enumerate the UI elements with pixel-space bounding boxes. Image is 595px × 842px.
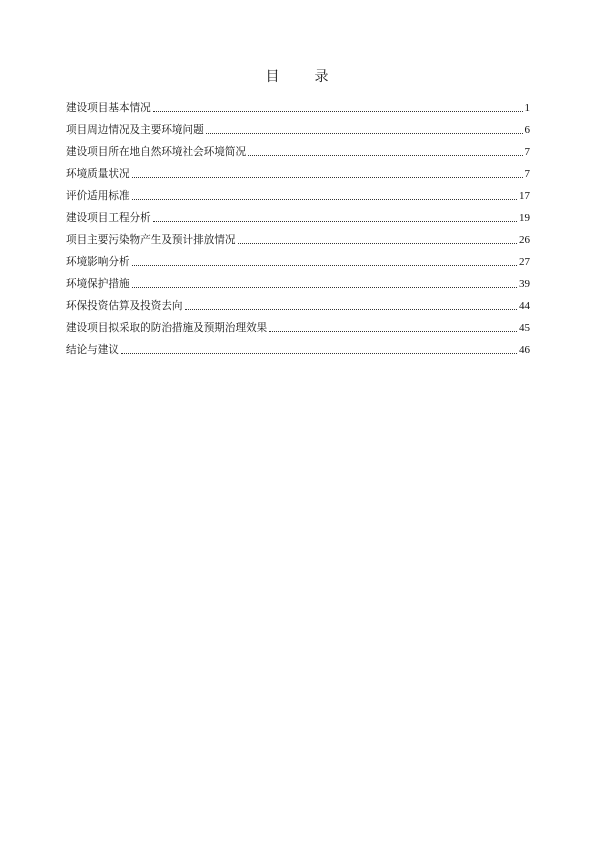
toc-entry[interactable] [66,272,530,291]
toc-title-left: 目 [265,69,281,85]
toc-entry-page: 39 [519,278,530,290]
toc-entry[interactable] [66,162,530,181]
toc-leader-dots [238,243,518,244]
toc-entry-page: 46 [519,344,530,356]
toc-entry-page: 19 [519,212,530,224]
toc-entry-page: 44 [519,300,530,312]
toc-entry[interactable] [66,316,530,335]
toc-entry[interactable] [66,206,530,225]
toc-title [0,66,595,86]
toc-entry[interactable] [66,294,530,313]
toc-leader-dots [121,353,517,354]
toc-entry-page: 27 [519,256,530,268]
toc-leader-dots [248,155,522,156]
toc-entry-label: 环境影响分析 [66,256,130,268]
toc-entry[interactable] [66,96,530,115]
toc-list [66,96,530,360]
toc-entry-label: 评价适用标准 [66,190,130,202]
toc-entry-label: 项目主要污染物产生及预计排放情况 [66,234,236,246]
toc-entry[interactable] [66,250,530,269]
toc-entry[interactable] [66,338,530,357]
toc-entry[interactable] [66,184,530,203]
toc-leader-dots [153,221,517,222]
toc-leader-dots [185,309,517,310]
toc-entry-label: 建设项目基本情况 [66,102,151,114]
toc-entry-page: 17 [519,190,530,202]
toc-leader-dots [132,177,523,178]
toc-leader-dots [269,331,517,332]
toc-entry[interactable] [66,140,530,159]
toc-entry-label: 结论与建议 [66,344,119,356]
toc-entry-page: 7 [524,146,530,158]
toc-leader-dots [132,199,517,200]
toc-leader-dots [206,133,523,134]
toc-entry-page: 26 [519,234,530,246]
toc-entry[interactable] [66,118,530,137]
toc-entry-page: 7 [524,168,530,180]
toc-entry-label: 环保投资估算及投资去向 [66,300,183,312]
toc-entry-label: 项目周边情况及主要环境问题 [66,124,204,136]
toc-leader-dots [132,287,517,288]
toc-entry-label: 建设项目工程分析 [66,212,151,224]
toc-entry-label: 环境质量状况 [66,168,130,180]
toc-entry-label: 环境保护措施 [66,278,130,290]
toc-entry-label: 建设项目拟采取的防治措施及预期治理效果 [66,322,268,334]
toc-title-right: 录 [314,69,330,85]
toc-entry-page: 6 [524,124,530,136]
toc-leader-dots [132,265,517,266]
toc-entry[interactable] [66,228,530,247]
toc-entry-page: 45 [519,322,530,334]
toc-entry-label: 建设项目所在地自然环境社会环境简况 [66,146,247,158]
toc-entry-page: 1 [524,102,530,114]
toc-leader-dots [153,111,523,112]
